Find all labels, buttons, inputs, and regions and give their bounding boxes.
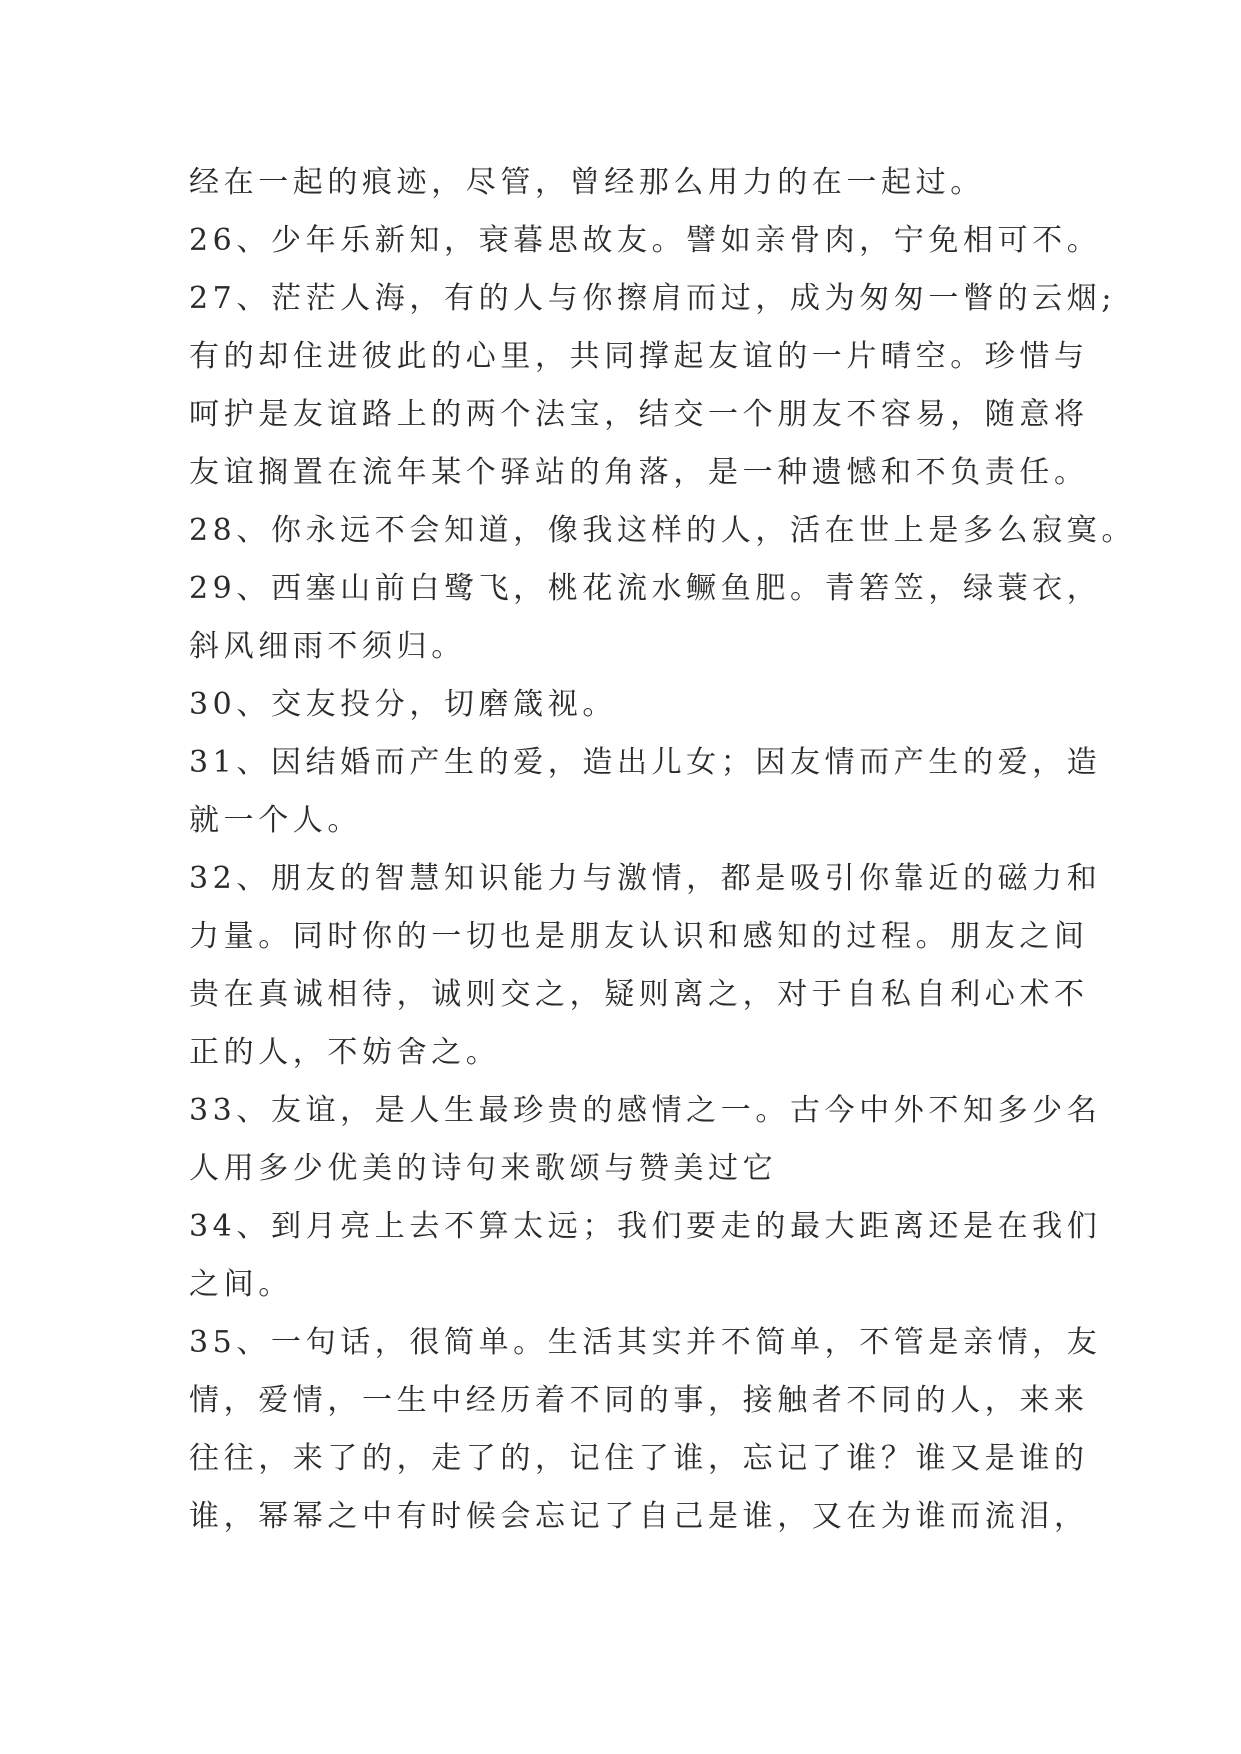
- text-line: 人用多少优美的诗句来歌颂与赞美过它: [189, 1151, 778, 1186]
- text-line: 斜风细雨不须归。: [189, 629, 466, 664]
- text-line: 友谊搁置在流年某个驿站的角落，是一种遗憾和不负责任。: [189, 455, 1089, 490]
- text-line: 就一个人。: [189, 803, 362, 838]
- text-line: 情，爱情，一生中经历着不同的事，接触者不同的人，来来: [189, 1383, 1089, 1418]
- text-line: 26、少年乐新知，衰暮思故友。譬如亲骨肉，宁免相可不。: [189, 223, 1102, 258]
- text-line: 32、朋友的智慧知识能力与激情，都是吸引你靠近的磁力和: [189, 861, 1102, 896]
- text-line: 正的人，不妨舍之。: [189, 1035, 501, 1070]
- text-line: 35、一句话，很简单。生活其实并不简单，不管是亲情，友: [189, 1325, 1102, 1360]
- text-line: 力量。同时你的一切也是朋友认识和感知的过程。朋友之间: [189, 919, 1089, 954]
- text-line: 往往，来了的，走了的，记住了谁，忘记了谁？谁又是谁的: [189, 1441, 1089, 1476]
- text-line: 有的却住进彼此的心里，共同撑起友谊的一片晴空。珍惜与: [189, 339, 1089, 374]
- text-line: 经在一起的痕迹，尽管，曾经那么用力的在一起过。: [189, 165, 985, 200]
- text-line: 呵护是友谊路上的两个法宝，结交一个朋友不容易，随意将: [189, 397, 1089, 432]
- text-line: 30、交友投分，切磨箴视。: [189, 687, 617, 722]
- text-line: 33、友谊，是人生最珍贵的感情之一。古今中外不知多少名: [189, 1093, 1102, 1128]
- text-line: 27、茫茫人海，有的人与你擦肩而过，成为匆匆一瞥的云烟;: [189, 281, 1117, 316]
- text-line: 29、西塞山前白鹭飞，桃花流水鳜鱼肥。青箬笠，绿蓑衣，: [189, 571, 1102, 606]
- text-line: 31、因结婚而产生的爱，造出儿女；因友情而产生的爱，造: [189, 745, 1102, 780]
- text-line: 34、到月亮上去不算太远；我们要走的最大距离还是在我们: [189, 1209, 1102, 1244]
- document-body: [189, 154, 1136, 1546]
- text-line: 谁，幂幂之中有时候会忘记了自己是谁，又在为谁而流泪，: [189, 1499, 1089, 1534]
- text-line: 之间。: [189, 1267, 293, 1302]
- text-line: 贵在真诚相待，诚则交之，疑则离之，对于自私自利心术不: [189, 977, 1089, 1012]
- text-line: 28、你永远不会知道，像我这样的人，活在世上是多么寂寞。: [189, 513, 1136, 548]
